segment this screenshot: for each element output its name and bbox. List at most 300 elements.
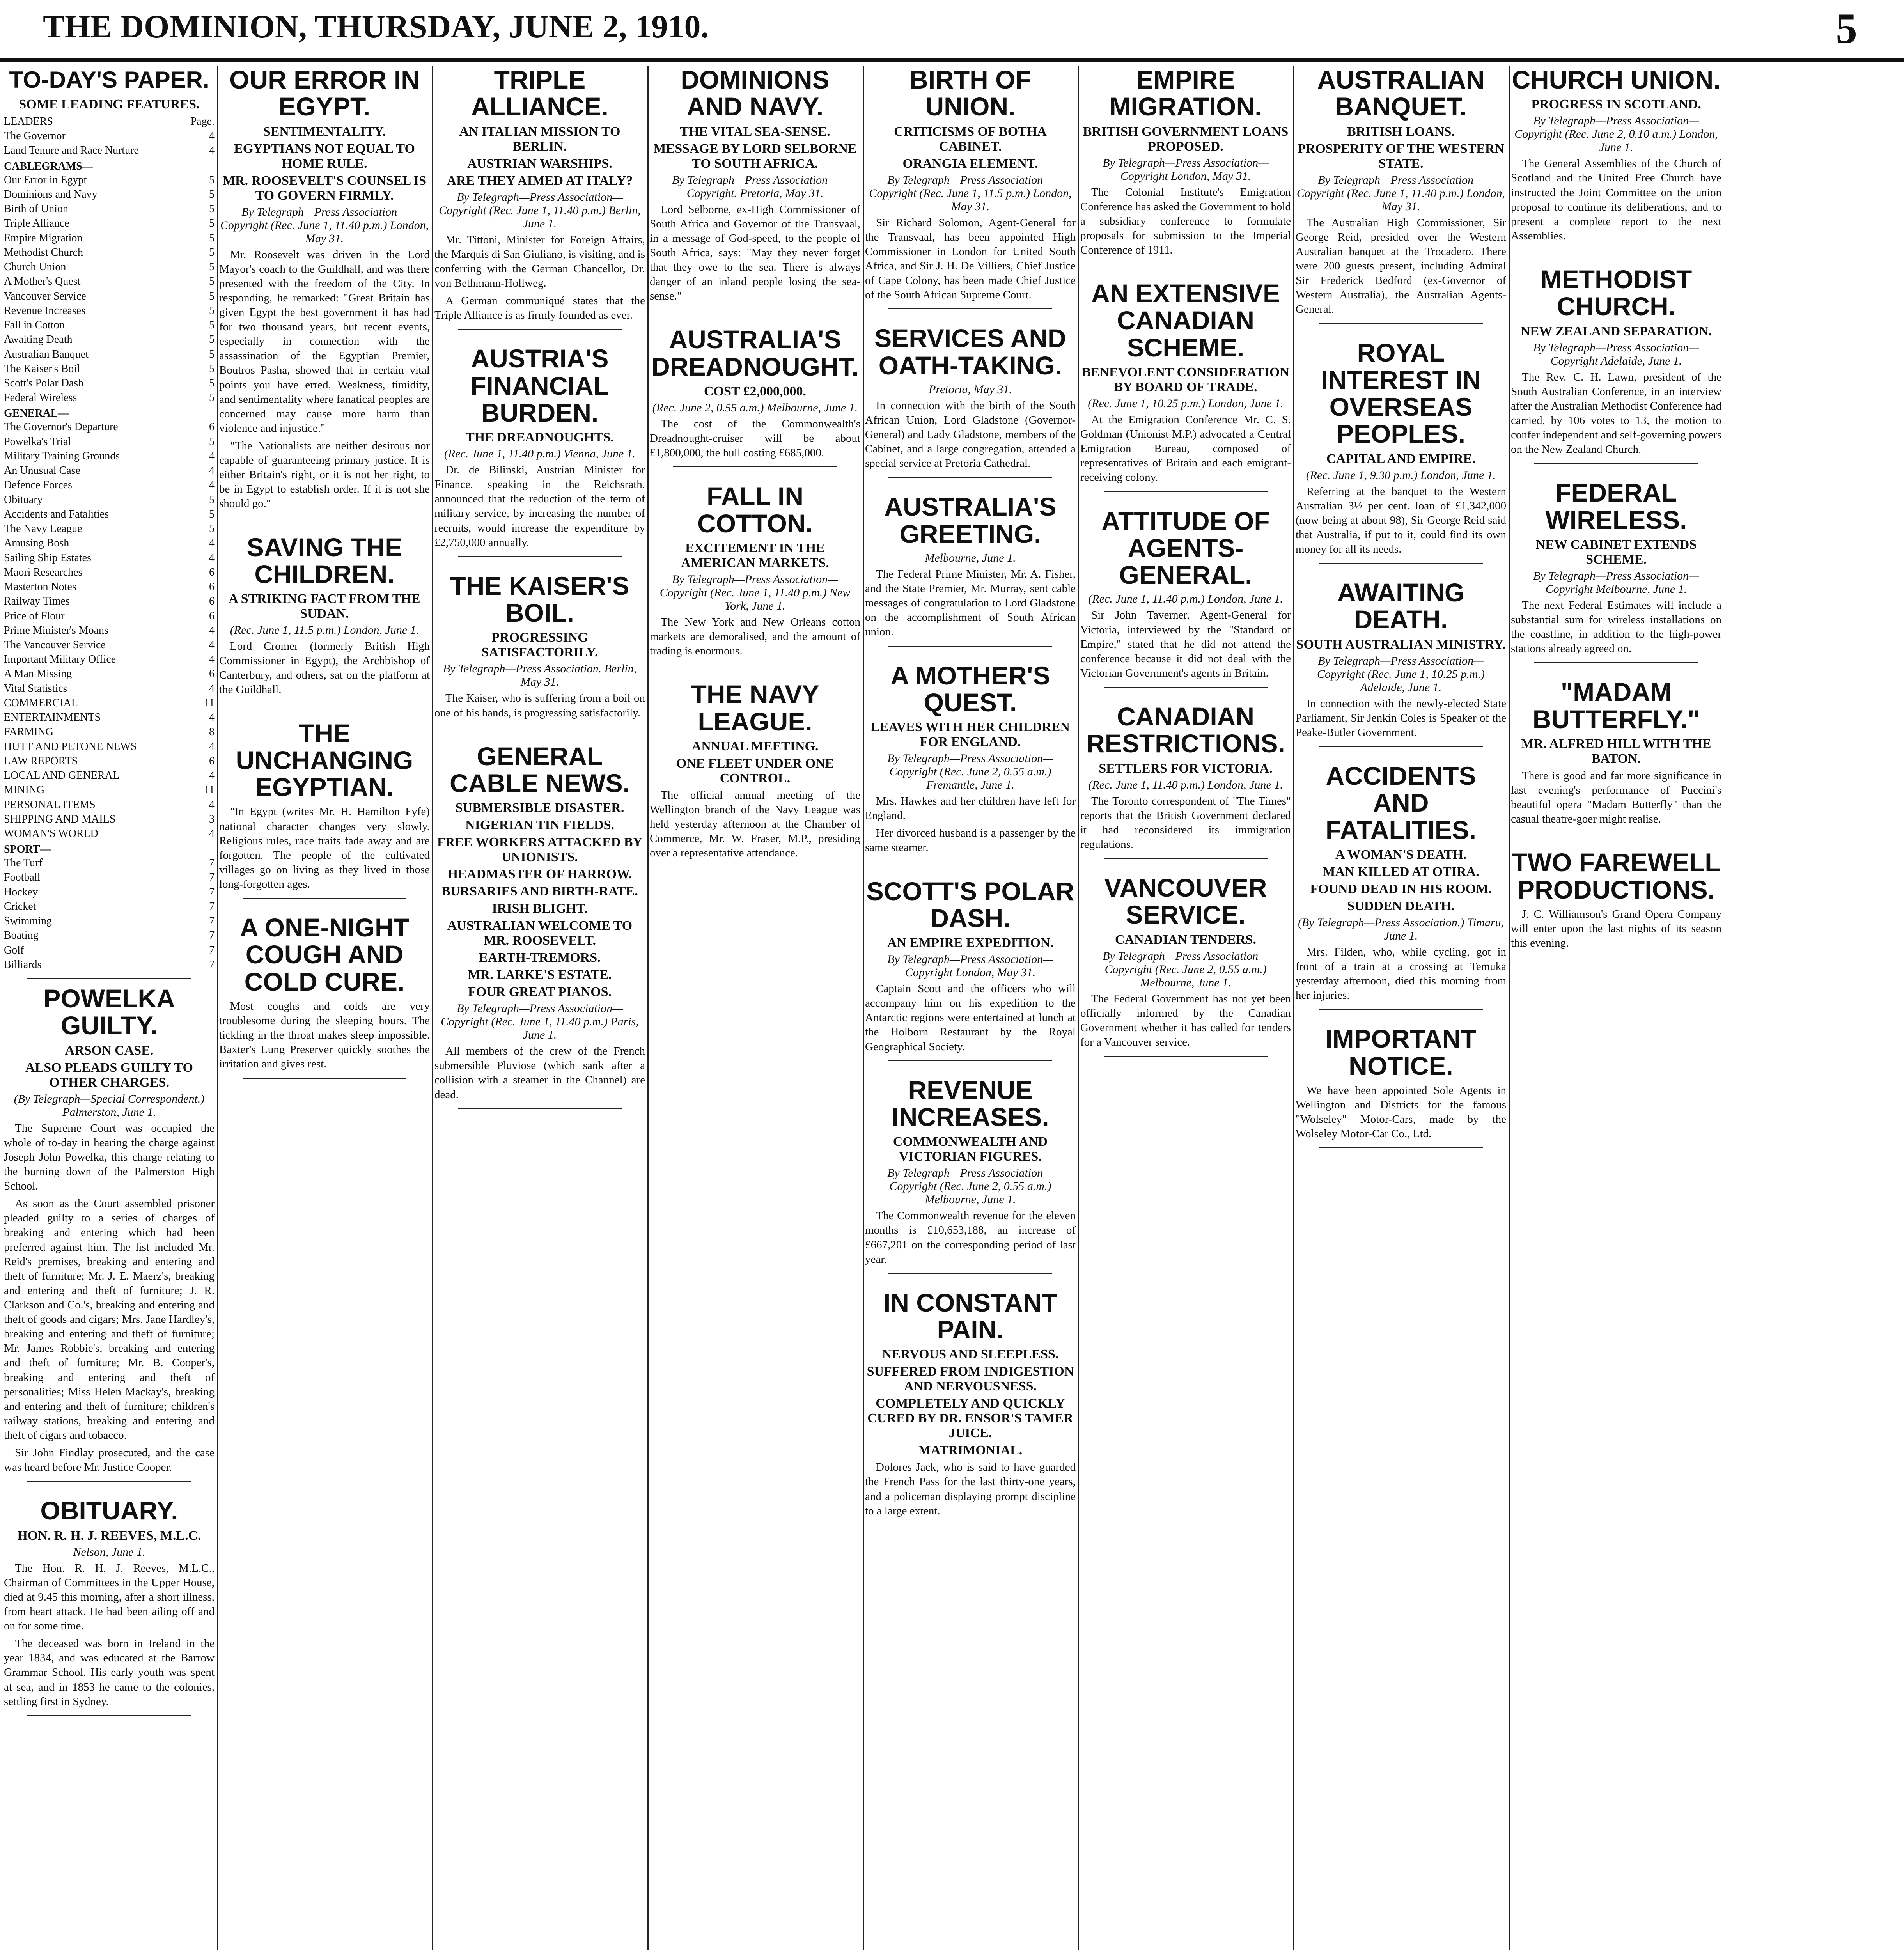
headline: SCOTT'S POLAR DASH. (866, 876, 1074, 932)
headline: EMPIRE MIGRATION. (1109, 66, 1262, 121)
headline: METHODIST CHURCH. (1540, 264, 1692, 321)
dateline: By Telegraph—Press Association—Copyright Melbourne, June 1. (1533, 569, 1699, 596)
column-rule (863, 66, 864, 1950)
paragraph: At the Emigration Conference Mr. C. S. Goldman (Unionist M.P.) advocated a Central Emigration Bureau, composed of representatives of Britain and each emigrant-receiving colony. (1080, 413, 1291, 484)
subheadline: A WOMAN'S DEATH. (1335, 847, 1466, 862)
toc-label: Railway Times (4, 595, 70, 608)
subheadline: COST £2,000,000. (704, 384, 806, 399)
subheadline: BENEVOLENT CONSIDERATION BY BOARD OF TRADE. (1082, 365, 1289, 395)
toc-label: The Governor's Departure (4, 421, 118, 433)
toc-row (4, 914, 215, 928)
article (1080, 874, 1291, 1057)
divider (458, 556, 622, 557)
article (865, 493, 1076, 646)
article (865, 325, 1076, 478)
headline: VANCOUVER SERVICE. (1104, 873, 1267, 929)
toc-page: 5 (209, 304, 215, 317)
paragraph: A German communiqué states that the Triple Alliance is as firmly founded as ever. (434, 294, 645, 322)
toc-row (4, 493, 215, 507)
divider (1534, 463, 1698, 464)
toc-page: 4 (209, 769, 215, 782)
toc-row (4, 376, 215, 390)
article (1511, 849, 1721, 957)
toc-label: ENTERTAINMENTS (4, 711, 101, 724)
toc-label: Hockey (4, 886, 38, 898)
article-body (219, 639, 430, 697)
headline: ACCIDENTS AND FATALITIES. (1325, 761, 1477, 844)
toc-label: SPORT— (4, 843, 51, 856)
toc-label: Land Tenure and Race Nurture (4, 144, 139, 157)
subheadline: ONE FLEET UNDER ONE CONTROL. (676, 756, 834, 785)
subheadline: COMMONWEALTH AND VICTORIAN FIGURES. (893, 1135, 1048, 1164)
headline: OUR ERROR IN EGYPT. (229, 66, 420, 121)
toc-page: 5 (209, 246, 215, 259)
masthead (0, 0, 1904, 62)
dateline: By Telegraph—Press Association—Copyright. Pretoria, May 31. (672, 173, 838, 200)
toc-row (4, 638, 215, 652)
article (4, 985, 215, 1482)
article-body (650, 788, 860, 861)
toc-page: 4 (209, 450, 215, 462)
toc-label: WOMAN'S WORLD (4, 828, 98, 840)
article (1296, 66, 1506, 324)
toc-label: LAW REPORTS (4, 755, 78, 767)
dateline: By Telegraph—Press Association—Copyright (Rec. June 1, 11.40 p.m.) Berlin, June 1. (439, 190, 641, 230)
column-rule (1509, 66, 1510, 1950)
toc-row (4, 347, 215, 362)
toc-row (4, 739, 215, 754)
article-body (1511, 769, 1721, 826)
article (1511, 679, 1721, 833)
article-body (434, 233, 645, 323)
toc-row (4, 420, 215, 434)
article-body (865, 567, 1076, 640)
headline: THE KAISER'S BOIL. (450, 571, 629, 628)
paragraph: The Rev. C. H. Lawn, president of the South Australian Conference, in an interview after the Australian Methodist Conference had carried, by 106 votes to 13, the motion to confer independent and self-governing powers on the New Zealand Church. (1511, 370, 1721, 456)
toc-row (4, 710, 215, 725)
toc-label: MINING (4, 784, 45, 796)
headline: A MOTHER'S QUEST. (890, 661, 1050, 717)
subheadline: BRITISH GOVERNMENT LOANS PROPOSED. (1083, 124, 1289, 154)
toc-page: 5 (209, 319, 215, 332)
dateline: By Telegraph—Press Association—Copyright London, May 31. (887, 953, 1053, 979)
dateline: Melbourne, June 1. (925, 551, 1016, 564)
toc-page: 7 (209, 886, 215, 898)
headline: ATTITUDE OF AGENTS-GENERAL. (1101, 506, 1270, 590)
toc-label: Church Union (4, 261, 66, 273)
dateline: By Telegraph—Press Association—Copyright (Rec. June 1, 11.5 p.m.) London, May 31. (869, 173, 1072, 213)
divider (673, 466, 837, 467)
dateline: By Telegraph—Press Association—Copyright (Rec. June 1, 11.40 p.m.) London, May 31. (220, 205, 429, 245)
paragraph: The New York and New Orleans cotton markets are demoralised, and the amount of trading is enormous. (650, 615, 860, 658)
headline: OBITUARY. (40, 1496, 178, 1525)
divider (458, 1108, 622, 1109)
article (219, 534, 430, 704)
toc-row (4, 434, 215, 449)
toc-row (4, 245, 215, 260)
masthead-title: THE DOMINION, THURSDAY, JUNE 2, 1910. (43, 9, 709, 45)
headline: AUSTRALIA'S DREADNOUGHT. (651, 325, 859, 381)
column-rule (432, 66, 433, 1950)
toc-label: Australian Banquet (4, 348, 89, 360)
toc-label: Scott's Polar Dash (4, 377, 84, 389)
toc-label: The Turf (4, 857, 43, 869)
article-body (650, 615, 860, 658)
subheadline: EXCITEMENT IN THE AMERICAN MARKETS. (681, 541, 829, 570)
toc-label: Fall in Cotton (4, 319, 65, 332)
paragraph: J. C. Williamson's Grand Opera Company will enter upon the last nights of its season this evening. (1511, 908, 1721, 950)
paragraph: Mrs. Hawkes and her children have left for England. (865, 795, 1076, 822)
headline: ROYAL INTEREST IN OVERSEAS PEOPLES. (1321, 338, 1481, 448)
article-body (1511, 156, 1721, 243)
toc-label: Powelka's Trial (4, 435, 71, 448)
headline: GENERAL CABLE NEWS. (450, 741, 630, 798)
subheadline: MAN KILLED AT OTIRA. (1323, 864, 1479, 879)
subheadline: COMPLETELY AND QUICKLY CURED BY DR. ENSOR'S TAMER JUICE. (867, 1396, 1073, 1441)
toc-page: 6 (209, 421, 215, 433)
dateline: Nelson, June 1. (73, 1545, 145, 1558)
toc-page: 5 (209, 232, 215, 244)
subheadline: MR. ROOSEVELT'S COUNSEL IS TO GOVERN FIRMLY. (222, 173, 427, 203)
article-body (434, 1044, 645, 1102)
paragraph: Dolores Jack, who is said to have guarded the French Pass for the last thirty-one years, and a policeman displaying prompt discipline to a large extent. (865, 1461, 1076, 1517)
subheadline: BRITISH LOANS. (1347, 124, 1455, 139)
article (434, 573, 645, 727)
dateline: (Rec. June 1, 11.5 p.m.) London, June 1. (230, 624, 419, 637)
article (650, 326, 860, 467)
headline: THE UNCHANGING EGYPTIAN. (236, 718, 413, 802)
subheadline: ARE THEY AIMED AT ITALY? (447, 173, 633, 188)
toc-row (4, 798, 215, 812)
paragraph: The General Assemblies of the Church of Scotland and the United Free Church have instructed the Joint Committee on the union proposal to continue its deliberations, and to present a complete report to the next Assemblies. (1511, 157, 1721, 242)
toc-label: COMMERCIAL (4, 697, 78, 709)
headline: REVENUE INCREASES. (892, 1075, 1049, 1131)
headline: CANADIAN RESTRICTIONS. (1086, 702, 1285, 758)
divider (27, 1715, 191, 1716)
toc-row (4, 652, 215, 667)
article (219, 914, 430, 1078)
column-3 (434, 66, 645, 1950)
article-body (1296, 697, 1506, 740)
subheadline: NEW ZEALAND SEPARATION. (1520, 324, 1712, 339)
dateline: By Telegraph—Press Association—Copyright London, May 31. (1103, 156, 1269, 183)
article-body (434, 463, 645, 550)
paragraph: All members of the crew of the French submersible Pluviose (which sank after a collision with a steamer in the Channel) are dead. (434, 1045, 645, 1101)
paragraph: In connection with the newly-elected State Parliament, Sir Jenkin Coles is Speaker of the Peake-Butler Government. (1296, 697, 1506, 739)
toc-page: 6 (209, 566, 215, 578)
toc-page: 7 (209, 958, 215, 971)
headline: SERVICES AND OATH-TAKING. (874, 324, 1066, 380)
toc-row (4, 928, 215, 943)
paragraph: The Federal Government has not yet been officially informed by the Canadian Government whether it has called for tenders for a Vancouver service. (1080, 992, 1291, 1048)
headline: SAVING THE CHILDREN. (246, 532, 402, 589)
paragraph: The official annual meeting of the Wellington branch of the Navy League was held yesterday afternoon at the Chamber of Commerce, Mr. W. Fraser, M.P., presiding over a representative attendance. (650, 789, 860, 860)
toc-label: The Kaiser's Boil (4, 362, 80, 375)
article-body (865, 216, 1076, 303)
article (1296, 579, 1506, 747)
article (1296, 339, 1506, 564)
article-body (4, 1121, 215, 1475)
divider (888, 477, 1052, 478)
dateline: (Rec. June 1, 11.40 p.m.) Vienna, June 1. (444, 447, 636, 461)
toc-label: GENERAL— (4, 407, 69, 420)
dateline: (Rec. June 1, 10.25 p.m.) London, June 1. (1088, 397, 1284, 410)
toc-page: 4 (209, 144, 215, 157)
article-body (1296, 484, 1506, 557)
toc-page: 7 (209, 915, 215, 927)
toc-row (4, 274, 215, 289)
toc-row (4, 507, 215, 521)
paragraph: "In Egypt (writes Mr. H. Hamilton Fyfe) national character changes very slowly. Religious rules, race traits fade away and are forgotten. The people of the cultivated villages go on living as they lived in those long-forgotten ages. (219, 805, 430, 891)
subheadline: NEW CABINET EXTENDS SCHEME. (1535, 537, 1697, 567)
subheadline: SUFFERED FROM INDIGESTION AND NERVOUSNESS. (867, 1364, 1074, 1394)
toc-page: 5 (209, 508, 215, 520)
toc-row (4, 594, 215, 608)
toc-row (4, 318, 215, 332)
toc-row (4, 407, 215, 420)
headline: TRIPLE ALLIANCE. (471, 66, 608, 121)
subheadline: IRISH BLIGHT. (492, 901, 588, 916)
toc-page: 5 (209, 290, 215, 302)
toc-label: The Navy League (4, 523, 82, 535)
toc-row (4, 187, 215, 202)
article (865, 1289, 1076, 1525)
toc-row (4, 260, 215, 274)
headline: AWAITING DEATH. (1337, 578, 1465, 634)
subheadline: MR. ALFRED HILL WITH THE BATON. (1521, 736, 1711, 766)
toc-page: 5 (209, 333, 215, 346)
toc-row (4, 843, 215, 856)
dateline: (Rec. June 1, 11.40 p.m.) London, June 1. (1088, 592, 1283, 606)
toc-row (4, 390, 215, 405)
article (1511, 479, 1721, 663)
toc-label: HUTT AND PETONE NEWS (4, 740, 137, 753)
toc-page: 5 (209, 435, 215, 448)
paragraph: The Australian High Commissioner, Sir George Reid, presided over the Western Australian banquet at the Trocadero. There were 200 guests present, including Admiral Sir Frederick Bedford (ex-Governor of Western Australia), the Australian Agents-General. (1296, 216, 1506, 316)
article-body (865, 399, 1076, 471)
article (1511, 66, 1721, 250)
toc-label: Our Error in Egypt (4, 174, 87, 186)
divider (243, 898, 406, 899)
divider (1104, 491, 1268, 492)
toc-label: Golf (4, 944, 24, 956)
article (865, 66, 1076, 309)
toc-label: Boating (4, 929, 39, 942)
dateline: Pretoria, May 31. (929, 383, 1012, 396)
toc-row (4, 551, 215, 565)
toc-label: SHIPPING AND MAILS (4, 813, 116, 825)
dateline: By Telegraph—Press Association—Copyright (Rec. June 2, 0.55 a.m.) Fremantle, June 1. (887, 752, 1053, 792)
toc-row (4, 826, 215, 841)
toc-label: Sailing Ship Estates (4, 551, 91, 564)
subheadline: PROSPERITY OF THE WESTERN STATE. (1298, 141, 1504, 171)
paragraph: The Federal Prime Minister, Mr. A. Fisher, and the State Premier, Mr. Murray, sent cable messages of congratulation to Lord Gladstone on the accomplishment of South African union. (865, 567, 1076, 638)
subheadline: CRITICISMS OF BOTHA CABINET. (894, 124, 1047, 154)
paragraph: Captain Scott and the officers who will accompany him on his expedition to the Antarctic regions were entertained at lunch at the Holborn Restaurant by the Royal Geographical Society. (865, 982, 1076, 1053)
toc-label: Defence Forces (4, 479, 72, 491)
divider (1104, 687, 1268, 688)
article-body (1296, 945, 1506, 1003)
article (1080, 508, 1291, 688)
headline: BIRTH OF UNION. (909, 66, 1031, 121)
divider (1104, 858, 1268, 859)
toc-page: 5 (209, 174, 215, 186)
toc-page: 6 (209, 610, 215, 622)
column-rule (1293, 66, 1294, 1950)
article (434, 743, 645, 1109)
toc-row (4, 783, 215, 797)
paragraph: The Toronto correspondent of "The Times" reports that the British Government declared it had reconsidered its immigration regulations. (1080, 794, 1291, 851)
article (1296, 762, 1506, 1010)
article (650, 681, 860, 867)
toc-page: 3 (209, 813, 215, 825)
toc-row (4, 231, 215, 245)
divider (1534, 662, 1698, 663)
column-2 (219, 66, 430, 1950)
subheadline: HON. R. H. J. REEVES, M.L.C. (17, 1528, 201, 1543)
toc-page: 5 (209, 362, 215, 375)
article (1511, 266, 1721, 464)
headline: THE NAVY LEAGUE. (691, 680, 819, 736)
toc-row (4, 216, 215, 230)
toc-page: 4 (209, 653, 215, 666)
article (650, 66, 860, 310)
toc-row (4, 580, 215, 594)
column-rule (217, 66, 218, 1950)
headline: FALL IN COTTON. (697, 482, 813, 538)
paragraph: As soon as the Court assembled prisoner pleaded guilty to a series of charges of breaking and entering which had been preferred against him. The list included Mr. Reid's premises, breaking and entering and theft of furniture; Mr. J. E. Maerz's, breaking and entering and theft of furniture; J. R. Clarkson and Co.'s, breaking and entering and theft of goods and cigars; Mrs. Jane Hardley's, breaking and entering and theft of furniture; Mr. James Robbie's, breaking and entering and theft of furniture; Mr. B. Cooper's, breaking and entering and theft of personalities; Miss Helen Mackay's, breaking and entering and theft of furniture; children's railway stations, breaking and entering and theft of cigars and tobacco. (4, 1197, 215, 1442)
subheadline: ALSO PLEADS GUILTY TO OTHER CHARGES. (25, 1060, 193, 1090)
toc-page: 5 (209, 203, 215, 215)
toc-row (4, 870, 215, 885)
column-5 (865, 66, 1076, 1950)
headline: "MADAM BUTTERFLY." (1532, 677, 1700, 734)
toc-label: An Unusual Case (4, 464, 80, 477)
toc-row (4, 463, 215, 478)
toc-row (4, 943, 215, 957)
toc-row (4, 143, 215, 158)
column-6 (1080, 66, 1291, 1950)
divider (888, 308, 1052, 309)
article-body (865, 1209, 1076, 1266)
article (650, 483, 860, 665)
headline: FEDERAL WIRELESS. (1545, 478, 1687, 534)
article (865, 878, 1076, 1061)
toc-row (4, 856, 215, 870)
article-body (434, 691, 645, 720)
dateline: (Rec. June 1, 9.30 p.m.) London, June 1. (1306, 468, 1496, 482)
toc-row (4, 565, 215, 580)
divider (1104, 1056, 1268, 1057)
toc-page: 5 (209, 348, 215, 360)
article-body (219, 999, 430, 1072)
dateline: (Rec. June 2, 0.55 a.m.) Melbourne, June 1. (652, 401, 858, 414)
headline: AUSTRALIA'S GREETING. (884, 492, 1057, 548)
toc-page: 5 (209, 377, 215, 389)
toc-row (4, 303, 215, 318)
toc-label: The Governor (4, 130, 66, 142)
subheadline: FOUR GREAT PIANOS. (468, 985, 612, 1000)
toc-label: Football (4, 871, 41, 884)
toc-label: Billiards (4, 958, 42, 971)
subheadline: EGYPTIANS NOT EQUAL TO HOME RULE. (234, 141, 415, 171)
article-body (4, 1561, 215, 1709)
subheadline: LEAVES WITH HER CHILDREN FOR ENGLAND. (871, 720, 1070, 750)
toc-page: Page. (190, 115, 215, 128)
subheadline: CANADIAN TENDERS. (1115, 932, 1257, 947)
toc-page: 7 (209, 944, 215, 956)
toc-row (4, 667, 215, 681)
toc-row (4, 885, 215, 899)
toc-page: 4 (209, 551, 215, 564)
divider (1319, 563, 1483, 564)
dateline: By Telegraph—Press Association—Copyright (Rec. June 1, 10.25 p.m.) Adelaide, June 1. (1317, 654, 1485, 694)
article-body (1511, 598, 1721, 656)
subheadline: AUSTRALIAN WELCOME TO MR. ROOSEVELT. (447, 918, 633, 948)
toc-label: Methodist Church (4, 246, 83, 259)
divider (888, 1273, 1052, 1274)
article-body (1511, 370, 1721, 457)
article (1080, 703, 1291, 859)
toc-row (4, 681, 215, 696)
toc-row (4, 449, 215, 463)
headline: IMPORTANT NOTICE. (1325, 1024, 1477, 1080)
article (865, 662, 1076, 862)
paragraph: There is good and far more significance in last evening's performance of Puccini's beautiful opera "Madam Butterfly" than the casual theatre-goer might realise. (1511, 769, 1721, 826)
article-body (865, 1460, 1076, 1518)
article-body (1080, 992, 1291, 1049)
subheadline: SUDDEN DEATH. (1347, 899, 1455, 913)
toc-label: LEADERS— (4, 115, 64, 128)
dateline: By Telegraph—Press Association. Berlin, May 31. (443, 662, 637, 689)
article-body (1080, 608, 1291, 681)
headline: A ONE-NIGHT COUGH AND COLD CURE. (240, 913, 409, 996)
toc-label: Price of Flour (4, 610, 65, 622)
toc-row (4, 812, 215, 826)
article (434, 345, 645, 557)
toc-page: 4 (209, 638, 215, 651)
toc-label: Vancouver Service (4, 290, 86, 302)
toc-label: Triple Alliance (4, 217, 69, 230)
toc-page: 4 (209, 624, 215, 636)
toc-row (4, 289, 215, 303)
toc-row (4, 202, 215, 216)
paragraph: Mr. Tittoni, Minister for Foreign Affairs, the Marquis di San Giuliano, is visiting, and is conferring with the German Chancellor, Dr. von Bethmann-Hollweg. (434, 233, 645, 289)
paragraph: Sir Richard Solomon, Agent-General for the Transvaal, has been appointed High Commissioner in London for United South Africa, and Sir J. H. De Villiers, Chief Justice of Cape Colony, has been made Chief Justice of the South African Supreme Court. (865, 216, 1076, 301)
divider (1319, 323, 1483, 324)
column-1 (4, 66, 215, 1950)
headline: DOMINIONS AND NAVY. (681, 66, 830, 121)
toc-label: A Man Missing (4, 668, 72, 680)
column-7 (1296, 66, 1506, 1950)
toc-subtitle: SOME LEADING FEATURES. (19, 97, 200, 112)
subheadline: AN EMPIRE EXPEDITION. (887, 936, 1053, 950)
toc-page: 4 (209, 464, 215, 477)
toc-label: Important Military Office (4, 653, 116, 666)
toc-page: 4 (209, 682, 215, 695)
paragraph: Sir John Findlay prosecuted, and the case was heard before Mr. Justice Cooper. (4, 1447, 215, 1474)
article (1080, 280, 1291, 492)
subheadline: BURSARIES AND BIRTH-RATE. (441, 884, 638, 899)
subheadline: SENTIMENTALITY. (263, 124, 386, 139)
headline: IN CONSTANT PAIN. (883, 1288, 1058, 1344)
article (1296, 1025, 1506, 1148)
toc-page: 5 (209, 523, 215, 535)
divider (27, 1481, 191, 1482)
paragraph: The Supreme Court was occupied the whole of to-day in hearing the charge against Joseph John Powelka, this charge relating to the burning down of the Palmerston High School. (4, 1122, 215, 1193)
paragraph: Lord Selborne, ex-High Commissioner of South Africa and Governor of the Transvaal, in a message of God-speed, to the people of South Africa, says: "May they never forget that they owe to the sea. There is always danger of an inland people losing the sea-sense." (650, 203, 860, 303)
paragraph: Most coughs and colds are very troublesome during the sleeping hours. The tickling in the throat makes sleep impossible. Baxter's Lung Preserver quickly soothes the irritation and gives rest. (219, 1000, 430, 1071)
